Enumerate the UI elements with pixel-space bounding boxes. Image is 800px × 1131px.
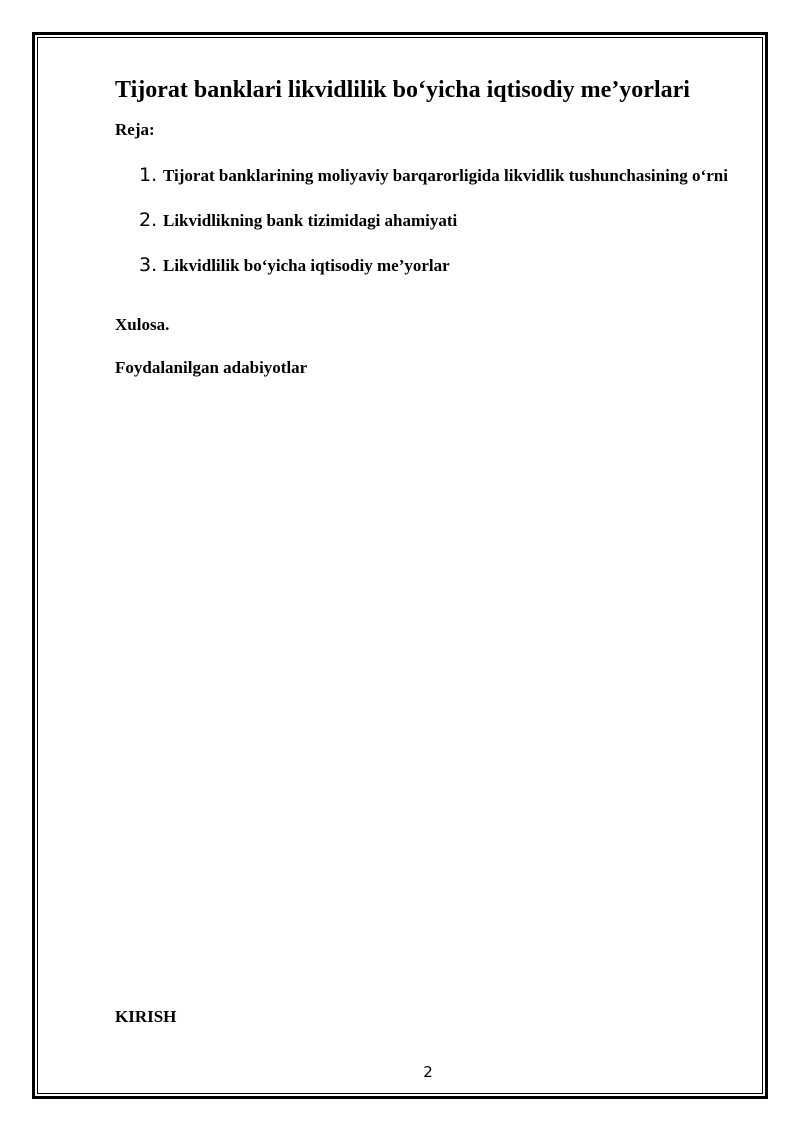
- plan-item-text: Likvidlilik bo‘yicha iqtisodiy me’yorlar: [163, 256, 450, 275]
- plan-item-number: 3.: [139, 254, 158, 276]
- plan-item-text: Likvidlikning bank tizimidagi ahamiyati: [163, 211, 458, 230]
- plan-list: [115, 160, 755, 295]
- references-heading: Foydalanilgan adabiyotlar: [115, 358, 308, 377]
- plan-item-text: Tijorat banklarining moliyaviy barqarorligida likvidlik tushunchasining o‘rni: [163, 166, 728, 185]
- plan-item: [115, 205, 755, 237]
- plan-item: [115, 250, 755, 282]
- page-number: 2: [423, 1063, 433, 1081]
- conclusion-heading: Xulosa.: [115, 315, 170, 334]
- plan-item-number: 1.: [139, 164, 158, 186]
- introduction-heading: KIRISH: [115, 1007, 177, 1026]
- plan-heading: Reja:: [115, 120, 155, 139]
- plan-item: [115, 160, 755, 192]
- document-title: Tijorat banklari likvidlilik bo‘yicha iqtisodiy me’yorlari: [115, 77, 690, 103]
- plan-item-number: 2.: [139, 209, 158, 231]
